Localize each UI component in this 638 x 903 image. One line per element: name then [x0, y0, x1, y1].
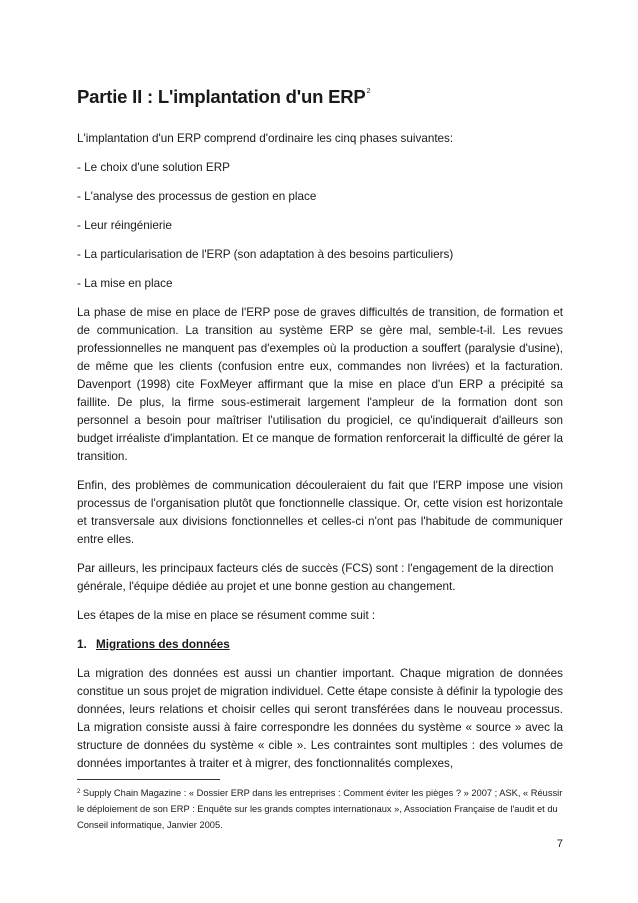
page-title [77, 86, 370, 108]
phase-item: - Le choix d'une solution ERP [77, 161, 230, 174]
section-heading [77, 636, 563, 654]
document-page [77, 0, 563, 903]
footnote-marker: 2 [77, 789, 81, 795]
title-text: Partie II : L'implantation d'un ERP [77, 86, 366, 107]
footnote-separator [77, 779, 220, 780]
phase-item: - La mise en place [77, 277, 173, 290]
phase-item: - L'analyse des processus de gestion en place [77, 190, 317, 203]
paragraph-fcs: Par ailleurs, les principaux facteurs clés de succès (FCS) sont : l'engagement de la direction générale, l'équipe dédiée au projet et une bonne gestion au changement. [77, 562, 554, 593]
paragraph-communication: Enfin, des problèmes de communication découleraient du fait que l'ERP impose une vision processus de l'organisation plutôt que fonctionnelle classique. Or, cette vision est horizontale et transversale aux divisions fonctionnelles et celles-ci n'ont pas l'habitude de communiquer entre elles. [77, 479, 563, 546]
body-text [77, 130, 563, 784]
phase-item: - Leur réingénierie [77, 219, 172, 232]
paragraph-migration: La migration des données est aussi un chantier important. Chaque migration de données constitue un sous projet de migration individuel. Cette étape consiste à définir la typologie des données, leurs relations et choisir celles qui seront transférées dans le nouveau processus. La migration consiste aussi à faire correspondre les données du système « source » avec la structure de données du système « cible ». Les contraintes sont multiples : des volumes de données importantes à traiter et à migrer, des fonctionnalités complexes, [77, 667, 563, 770]
paragraph-steps-intro: Les étapes de la mise en place se résument comme suit : [77, 609, 376, 622]
section-heading-text: Migrations des données [96, 638, 230, 651]
phase-item: - La particularisation de l'ERP (son adaptation à des besoins particuliers) [77, 248, 454, 261]
paragraph-transition: La phase de mise en place de l'ERP pose de graves difficultés de transition, de formation et de communication. La transition au système ERP se gère mal, semble-t-il. Les revues professionnelles ne manquent pas d'exemples où la production a souffert (paralysie d'usine), de même que les clients (confusion entre eux, commandes non livrées) et la facturation. Davenport (1998) cite FoxMeyer affirmant que la mise en place d'un ERP a précipité sa faillite. De plus, la firme sous-estimerait largement l'ampleur de la formation dont son personnel a besoin pour maîtriser l'utilisation du progiciel, ce qu'indiquerait d'ailleurs son budget irréaliste d'implantation. Et ce manque de formation renforcerait la difficulté de gérer la transition. [77, 306, 563, 463]
footnote [77, 785, 563, 833]
intro-paragraph: L'implantation d'un ERP comprend d'ordinaire les cinq phases suivantes: [77, 132, 454, 145]
footnote-text: Supply Chain Magazine : « Dossier ERP dans les entreprises : Comment éviter les pièges ? » 2007 ; ASK, « Réussir le déploiement de son ERP : Enquête sur les grands comptes internationaux », Association Française de l'audit et du Conseil informatique, Janvier 2005. [77, 788, 563, 830]
page-number: 7 [556, 838, 563, 850]
footnote-reference: 2 [366, 88, 371, 95]
section-number: 1. [77, 638, 87, 651]
